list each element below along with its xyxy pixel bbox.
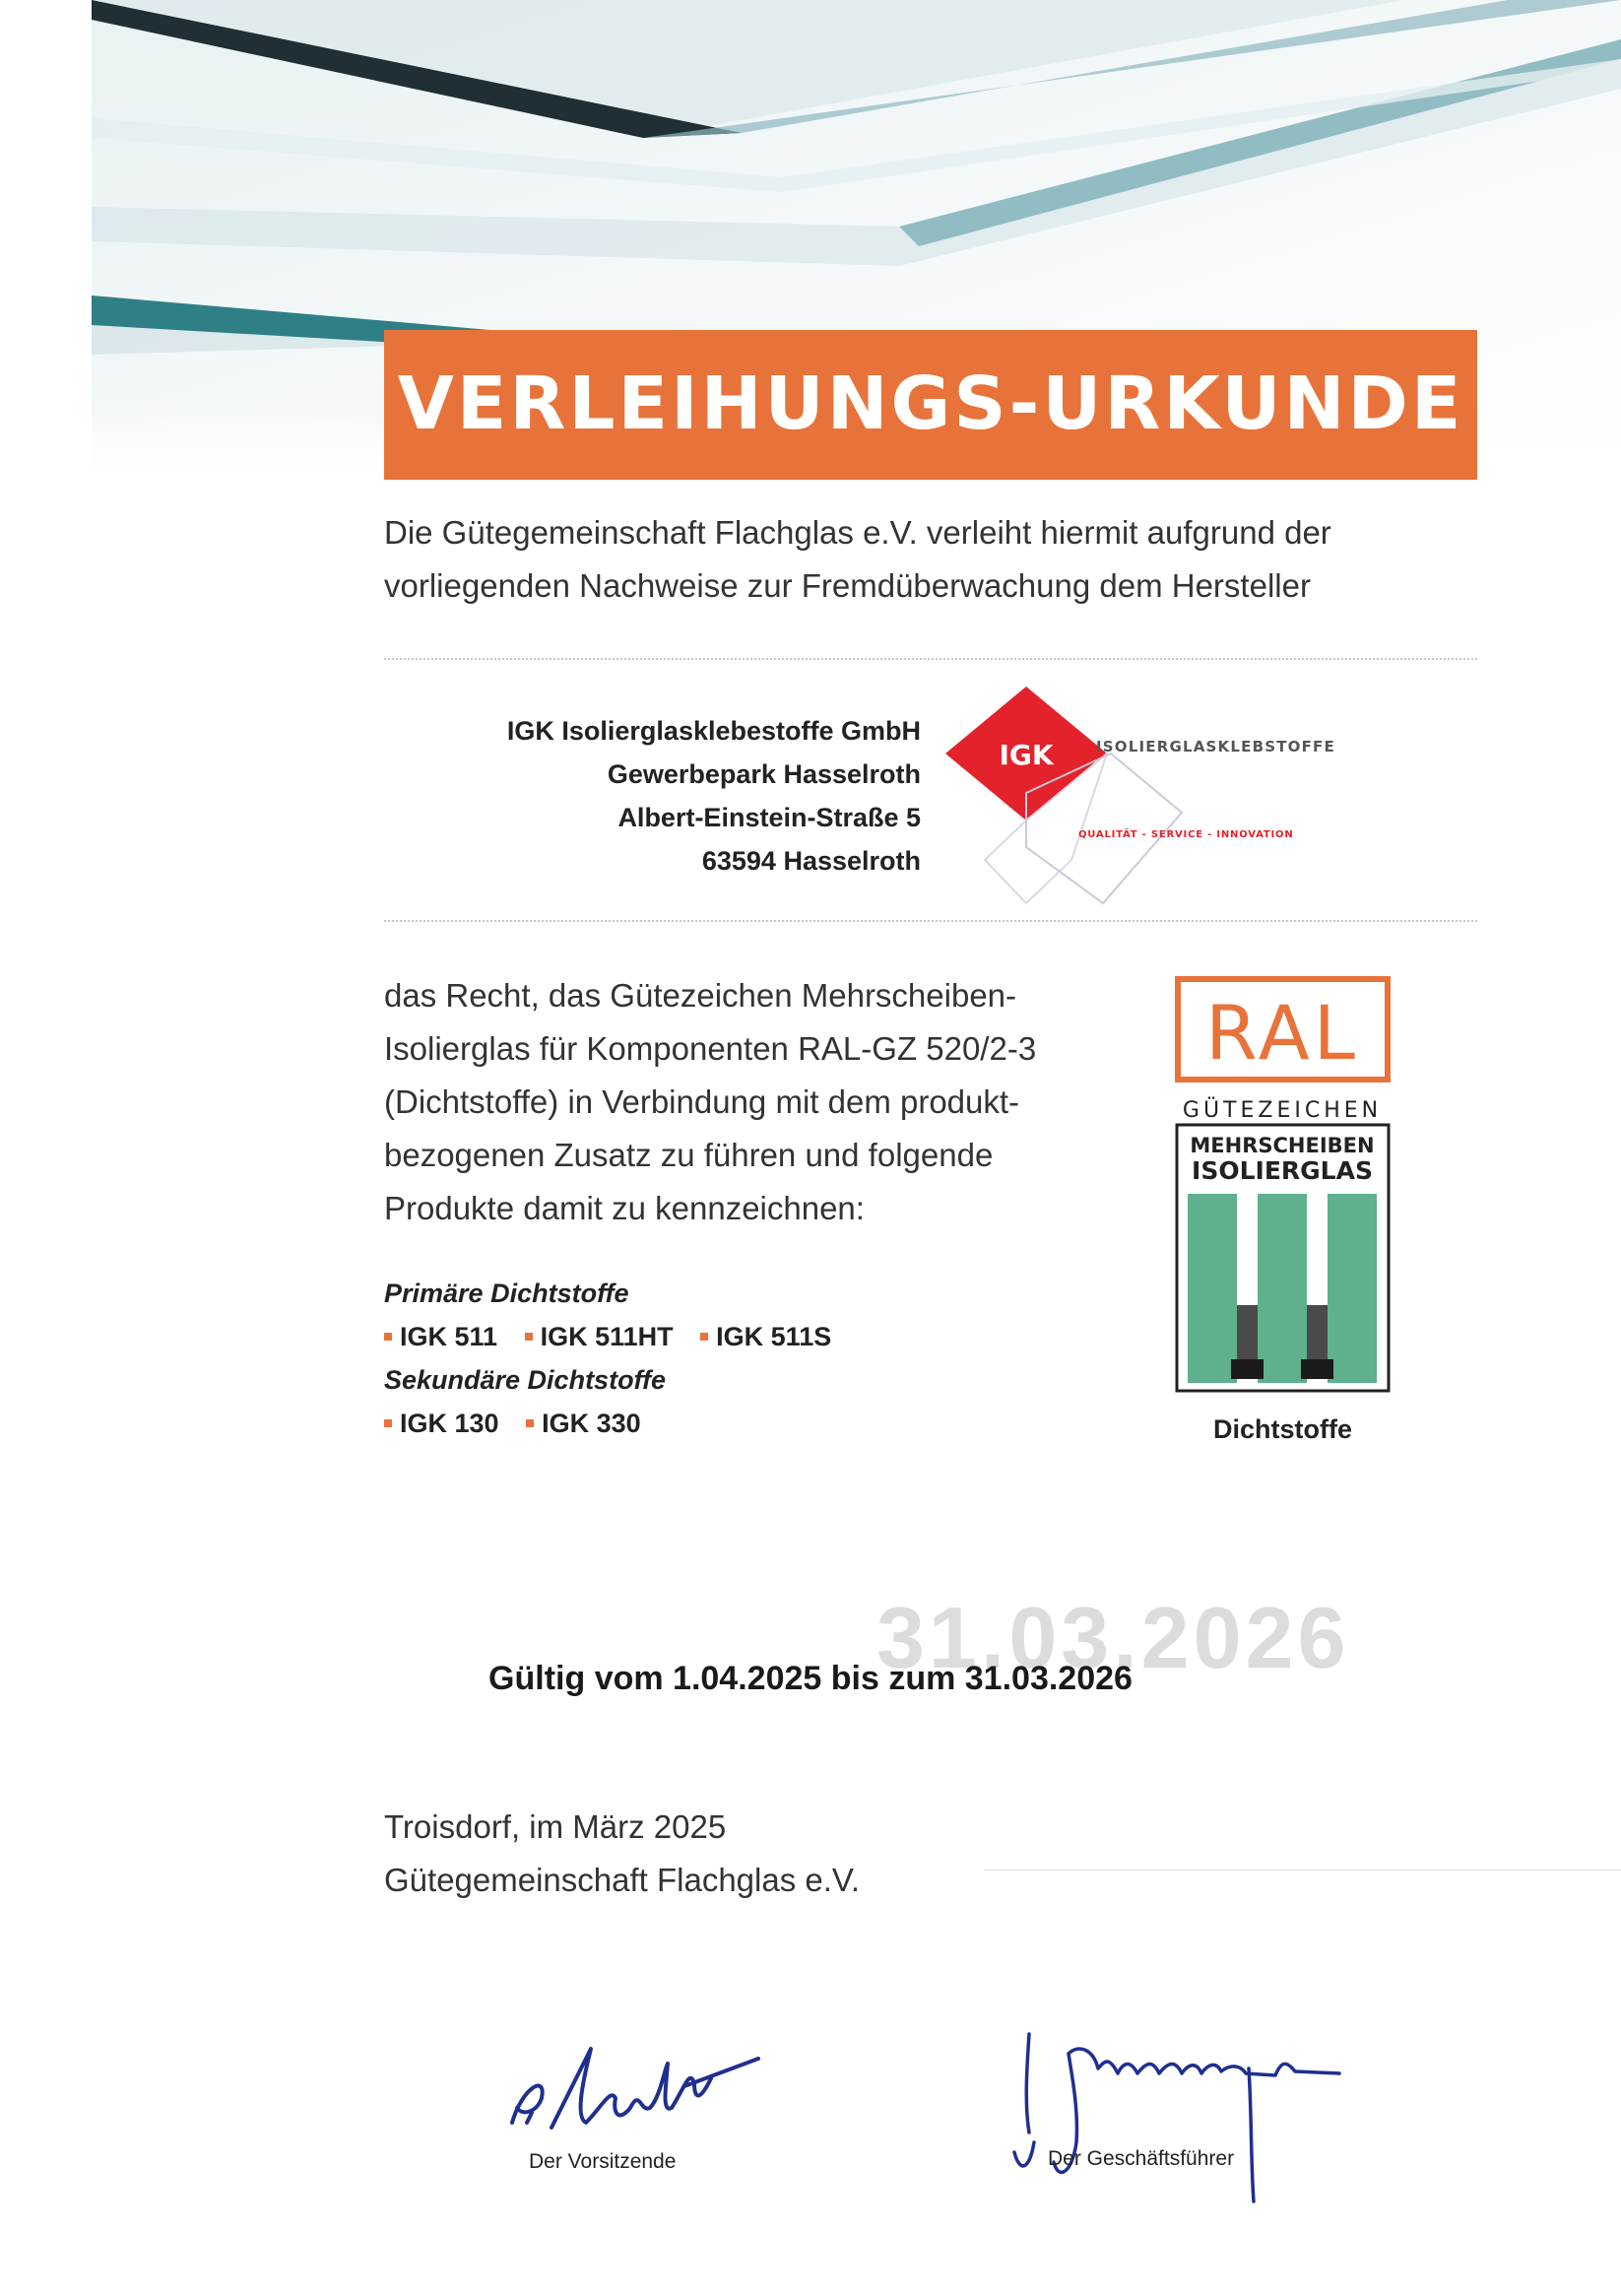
ral-line-1: MEHRSCHEIBEN: [1190, 1134, 1375, 1157]
company-park: Gewerbepark Hasselroth: [607, 759, 921, 789]
bullet-icon: [700, 1333, 708, 1341]
signature-left-label: Der Vorsitzende: [529, 2150, 677, 2173]
product-item: IGK 130: [384, 1409, 499, 1439]
ral-text: RAL: [1204, 989, 1360, 1077]
company-name: IGK Isolierglasklebestoffe GmbH: [506, 716, 921, 746]
company-street: Albert-Einstein-Straße 5: [617, 803, 921, 832]
primary-products: [384, 1322, 851, 1352]
secondary-heading: Sekundäre Dichtstoffe: [384, 1365, 667, 1395]
primary-heading: Primäre Dichtstoffe: [384, 1279, 629, 1308]
product-item: IGK 511: [384, 1322, 497, 1352]
igk-logo-tagline: QUALITÄT - SERVICE - INNOVATION: [1078, 829, 1294, 840]
igk-logo-wordmark: ISOLIERGLASKLEBSTOFFE: [1096, 738, 1335, 755]
ral-line-2: ISOLIERGLAS: [1192, 1156, 1373, 1185]
ral-quality-mark: [1172, 975, 1394, 1399]
intro-line-1: Die Gütegemeinschaft Flachglas e.V. verleiht hiermit aufgrund der: [384, 514, 1331, 551]
product-item: IGK 511HT: [525, 1322, 674, 1352]
igk-logo-mark: IGK: [999, 739, 1054, 771]
divider-bottom: [384, 920, 1477, 922]
rights-line-1: das Recht, das Gütezeichen Mehrscheiben-: [384, 977, 1017, 1014]
validity-text: Gültig vom 1.04.2025 bis zum 31.03.2026: [488, 1660, 1133, 1697]
signature-chairman: [492, 2029, 788, 2147]
ral-caption: Dichtstoffe: [1213, 1414, 1352, 1444]
bullet-icon: [384, 1419, 392, 1427]
place-date: Troisdorf, im März 2025: [384, 1808, 727, 1845]
company-address: [384, 709, 921, 883]
signature-manager: [1000, 2024, 1354, 2211]
rights-line-3: (Dichtstoffe) in Verbindung mit dem produkt-: [384, 1083, 1020, 1120]
date-stamp: 31.03.2026: [876, 1589, 1350, 1686]
intro-line-2: vorliegenden Nachweise zur Fremdüberwachung dem Hersteller: [384, 567, 1311, 604]
secondary-products: [384, 1409, 661, 1439]
product-item: IGK 330: [526, 1409, 641, 1439]
bullet-icon: [526, 1419, 534, 1427]
rights-line-2: Isolierglas für Komponenten RAL-GZ 520/2-3: [384, 1030, 1037, 1067]
rights-line-5: Produkte damit zu kennzeichnen:: [384, 1190, 865, 1226]
igk-logo: [945, 685, 1339, 911]
company-city: 63594 Hasselroth: [701, 846, 921, 876]
rights-line-4: bezogenen Zusatz zu führen und folgende: [384, 1137, 994, 1173]
issuer-org: Gütegemeinschaft Flachglas e.V.: [384, 1862, 861, 1898]
bullet-icon: [525, 1333, 533, 1341]
signature-right-label: Der Geschäftsführer: [1048, 2147, 1235, 2170]
bullet-icon: [384, 1333, 392, 1341]
product-item: IGK 511S: [700, 1322, 831, 1352]
document-title: VERLEIHUNGS-URKUNDE: [397, 361, 1464, 446]
title-banner: [384, 330, 1477, 480]
ral-guetezeichen: GÜTEZEICHEN: [1182, 1098, 1383, 1123]
divider-top: [384, 658, 1477, 660]
